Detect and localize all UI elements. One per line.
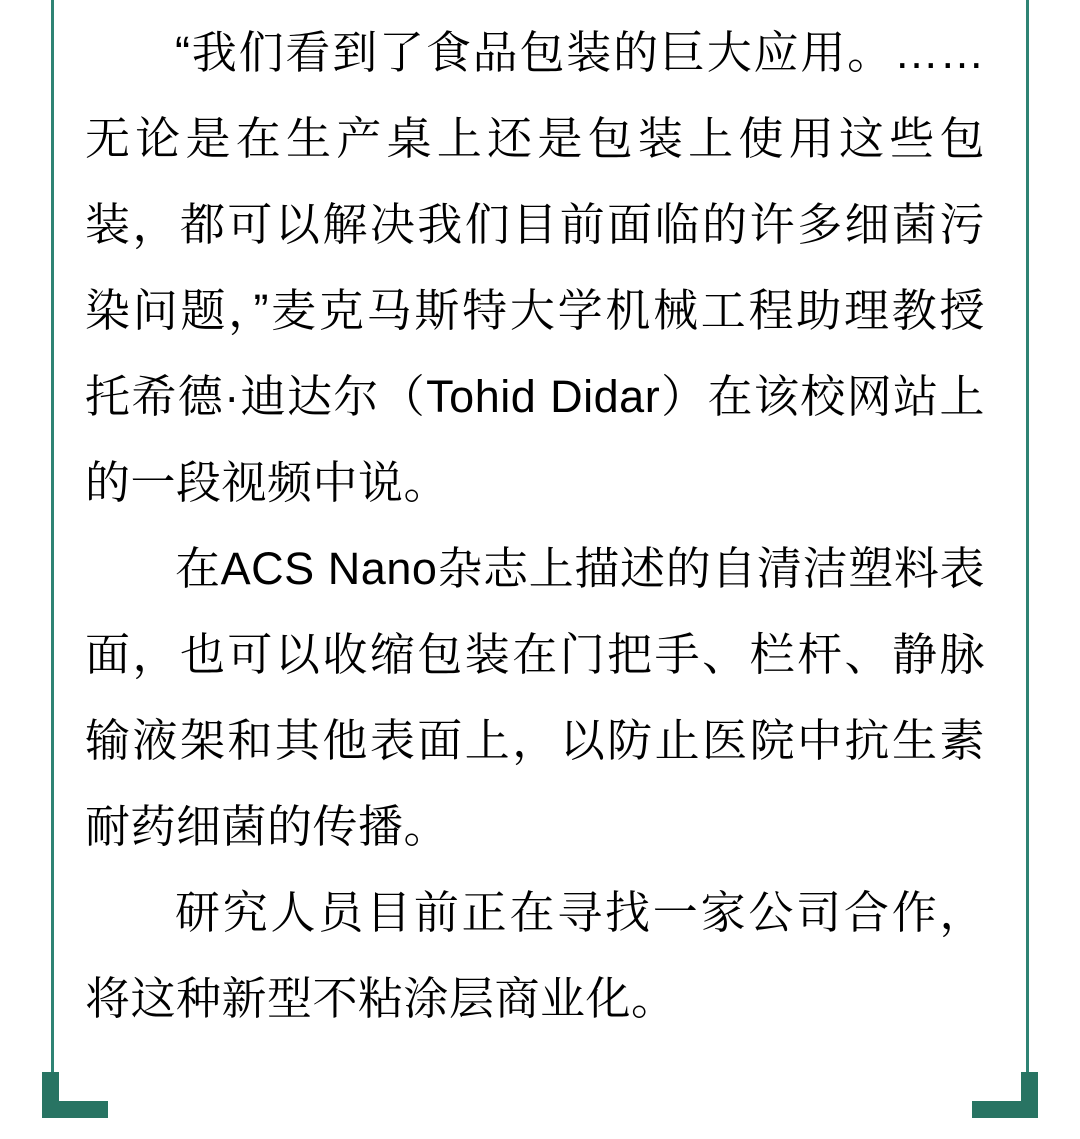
article-text xyxy=(85,10,985,1042)
bottom-left-corner-bracket xyxy=(42,1072,108,1118)
left-border-line xyxy=(51,0,54,1073)
paragraph-acs-nano: 在ACS Nano杂志上描述的自清洁塑料表面，也可以收缩包装在门把手、栏杆、静脉输液架和其他表面上，以防止医院中抗生素耐药细菌的传播。 xyxy=(85,543,985,852)
bottom-right-corner-bracket xyxy=(972,1072,1038,1118)
paragraph-quote: “我们看到了食品包装的巨大应用。……无论是在生产桌上还是包装上使用这些包装，都可以解决我们目前面临的许多细菌污染问题，”麦克马斯特大学机械工程助理教授托希德·迪达尔（Tohid Didar）在该校网站上的一段视频中说。 xyxy=(85,27,985,508)
right-border-line xyxy=(1026,0,1029,1073)
paragraph-commercialization: 研究人员目前正在寻找一家公司合作，将这种新型不粘涂层商业化。 xyxy=(85,887,985,1024)
